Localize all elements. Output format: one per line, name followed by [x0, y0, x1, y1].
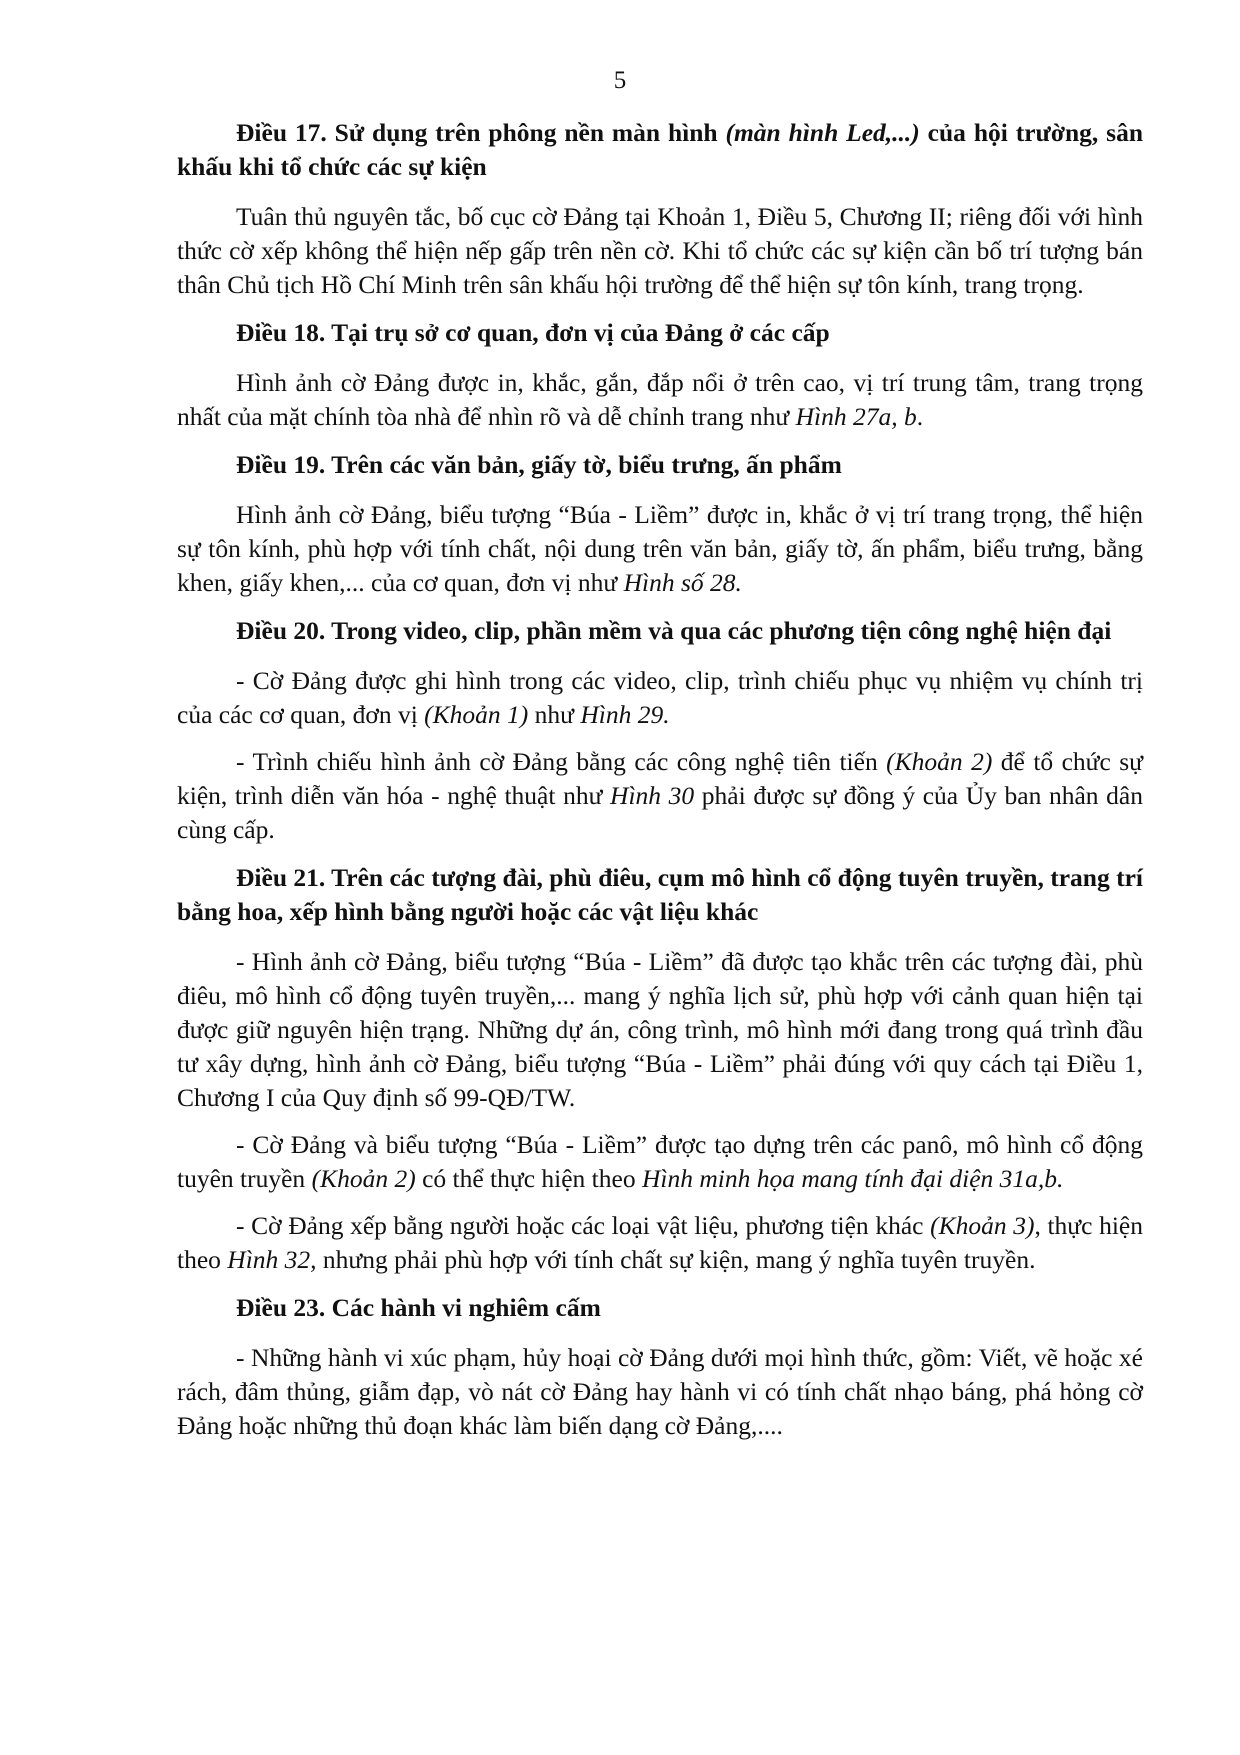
- document-body: [177, 116, 1143, 1457]
- text-run: có thể thực hiện theo: [415, 1164, 642, 1193]
- text-run: Hình ảnh cờ Đảng được in, khắc, gắn, đắp nổi ở trên cao, vị trí trung tâm, trang trọng nhất của mặt chính tòa nhà để nhìn rõ và dễ chỉnh trang như: [177, 368, 1143, 431]
- article-heading: [177, 1291, 1143, 1325]
- italic-reference: Hình 29.: [580, 700, 670, 729]
- text-run: Điều 21. Trên các tượng đài, phù điêu, cụm mô hình cổ động tuyên truyền, trang trí bằng hoa, xếp hình bằng người hoặc các vật liệu khác: [177, 863, 1143, 926]
- italic-reference: Hình số 28.: [623, 568, 742, 597]
- italic-reference: (Khoản 1): [424, 700, 529, 729]
- article-paragraph: [177, 498, 1143, 600]
- article-heading: [177, 316, 1143, 350]
- article-heading: [177, 614, 1143, 648]
- text-run: Hình ảnh cờ Đảng, biểu tượng “Búa - Liềm” được in, khắc ở vị trí trang trọng, thể hiện sự tôn kính, phù hợp với tính chất, nội dung trên văn bản, giấy tờ, ấn phẩm, biểu trưng, bằng khen, giấy khen,... của cơ quan, đơn vị như: [177, 500, 1143, 597]
- text-run: - Cờ Đảng được ghi hình trong các video, clip, trình chiếu phục vụ nhiệm vụ chính trị của các cơ quan, đơn vị: [177, 666, 1143, 729]
- text-run: như: [528, 700, 581, 729]
- article-heading: [177, 116, 1143, 184]
- article-paragraph: [177, 945, 1143, 1115]
- article-paragraph: [177, 1128, 1143, 1196]
- page-number: 5: [613, 67, 627, 94]
- text-run: Điều 23. Các hành vi nghiêm cấm: [236, 1293, 601, 1322]
- text-run: Điều 17. Sử dụng trên phông nền màn hình: [236, 118, 726, 147]
- text-run: của hội trường, sân khấu khi tổ chức các sự kiện: [177, 118, 1144, 181]
- text-run: - Cờ Đảng và biểu tượng “Búa - Liềm” được tạo dựng trên các panô, mô hình cổ động tuyên truyền: [177, 1130, 1143, 1193]
- article-paragraph: [177, 366, 1143, 434]
- italic-reference: Hình 27a, b: [795, 402, 917, 431]
- article-paragraph: [177, 664, 1143, 732]
- article-paragraph: [177, 200, 1143, 302]
- text-run: , thực hiện theo: [177, 1211, 1143, 1274]
- article-paragraph: [177, 745, 1143, 847]
- italic-reference: (Khoản 2): [886, 747, 993, 776]
- text-run: Tuân thủ nguyên tắc, bố cục cờ Đảng tại Khoản 1, Điều 5, Chương II; riêng đối với hình thức cờ xếp không thể hiện nếp gấp trên nền cờ. Khi tổ chức các sự kiện cần bố trí tượng bán thân Chủ tịch Hồ Chí Minh trên sân khấu hội trường để thể hiện sự tôn kính, trang trọng.: [177, 202, 1143, 299]
- italic-reference: Hình 32,: [227, 1245, 317, 1274]
- italic-reference: Hình 30: [610, 781, 695, 810]
- text-run: Điều 20. Trong video, clip, phần mềm và qua các phương tiện công nghệ hiện đại: [236, 616, 1112, 645]
- text-run: nhưng phải phù hợp với tính chất sự kiện, mang ý nghĩa tuyên truyền.: [316, 1245, 1036, 1274]
- text-run: - Cờ Đảng xếp bằng người hoặc các loại vật liệu, phương tiện khác: [236, 1211, 931, 1240]
- text-run: - Hình ảnh cờ Đảng, biểu tượng “Búa - Liềm” đã được tạo khắc trên các tượng đài, phù điêu, mô hình cổ động tuyên truyền,... mang ý nghĩa lịch sử, phù hợp với cảnh quan hiện tại được giữ nguyên hiện trạng. Những dự án, công trình, mô hình mới đang trong quá trình đầu tư xây dựng, hình ảnh cờ Đảng, biểu tượng “Búa - Liềm” phải đúng với quy cách tại Điều 1, Chương I của Quy định số 99-QĐ/TW.: [177, 947, 1143, 1112]
- text-run: - Những hành vi xúc phạm, hủy hoại cờ Đảng dưới mọi hình thức, gồm: Viết, vẽ hoặc xé rách, đâm thủng, giẫm đạp, vò nát cờ Đảng hay hành vi có tính chất nhạo báng, phá hỏng cờ Đảng hoặc những thủ đoạn khác làm biến dạng cờ Đảng,....: [177, 1343, 1143, 1440]
- article-paragraph: [177, 1209, 1143, 1277]
- article-heading: [177, 448, 1143, 482]
- text-run: Điều 19. Trên các văn bản, giấy tờ, biểu trưng, ấn phẩm: [236, 450, 842, 479]
- text-run: phải được sự đồng ý của Ủy ban nhân dân cùng cấp.: [177, 781, 1144, 844]
- text-run: .: [916, 402, 924, 431]
- text-run: - Trình chiếu hình ảnh cờ Đảng bằng các công nghệ tiên tiến: [236, 747, 887, 776]
- text-run: để tổ chức sự kiện, trình diễn văn hóa - nghệ thuật như: [177, 747, 1144, 810]
- italic-reference: (Khoản 3): [930, 1211, 1035, 1240]
- article-heading: [177, 861, 1143, 929]
- italic-reference: (Khoản 2): [311, 1164, 416, 1193]
- italic-reference: (màn hình Led,...): [725, 118, 920, 147]
- italic-reference: Hình minh họa mang tính đại diện 31a,b.: [641, 1164, 1064, 1193]
- text-run: Điều 18. Tại trụ sở cơ quan, đơn vị của Đảng ở các cấp: [236, 318, 830, 347]
- article-paragraph: [177, 1341, 1143, 1443]
